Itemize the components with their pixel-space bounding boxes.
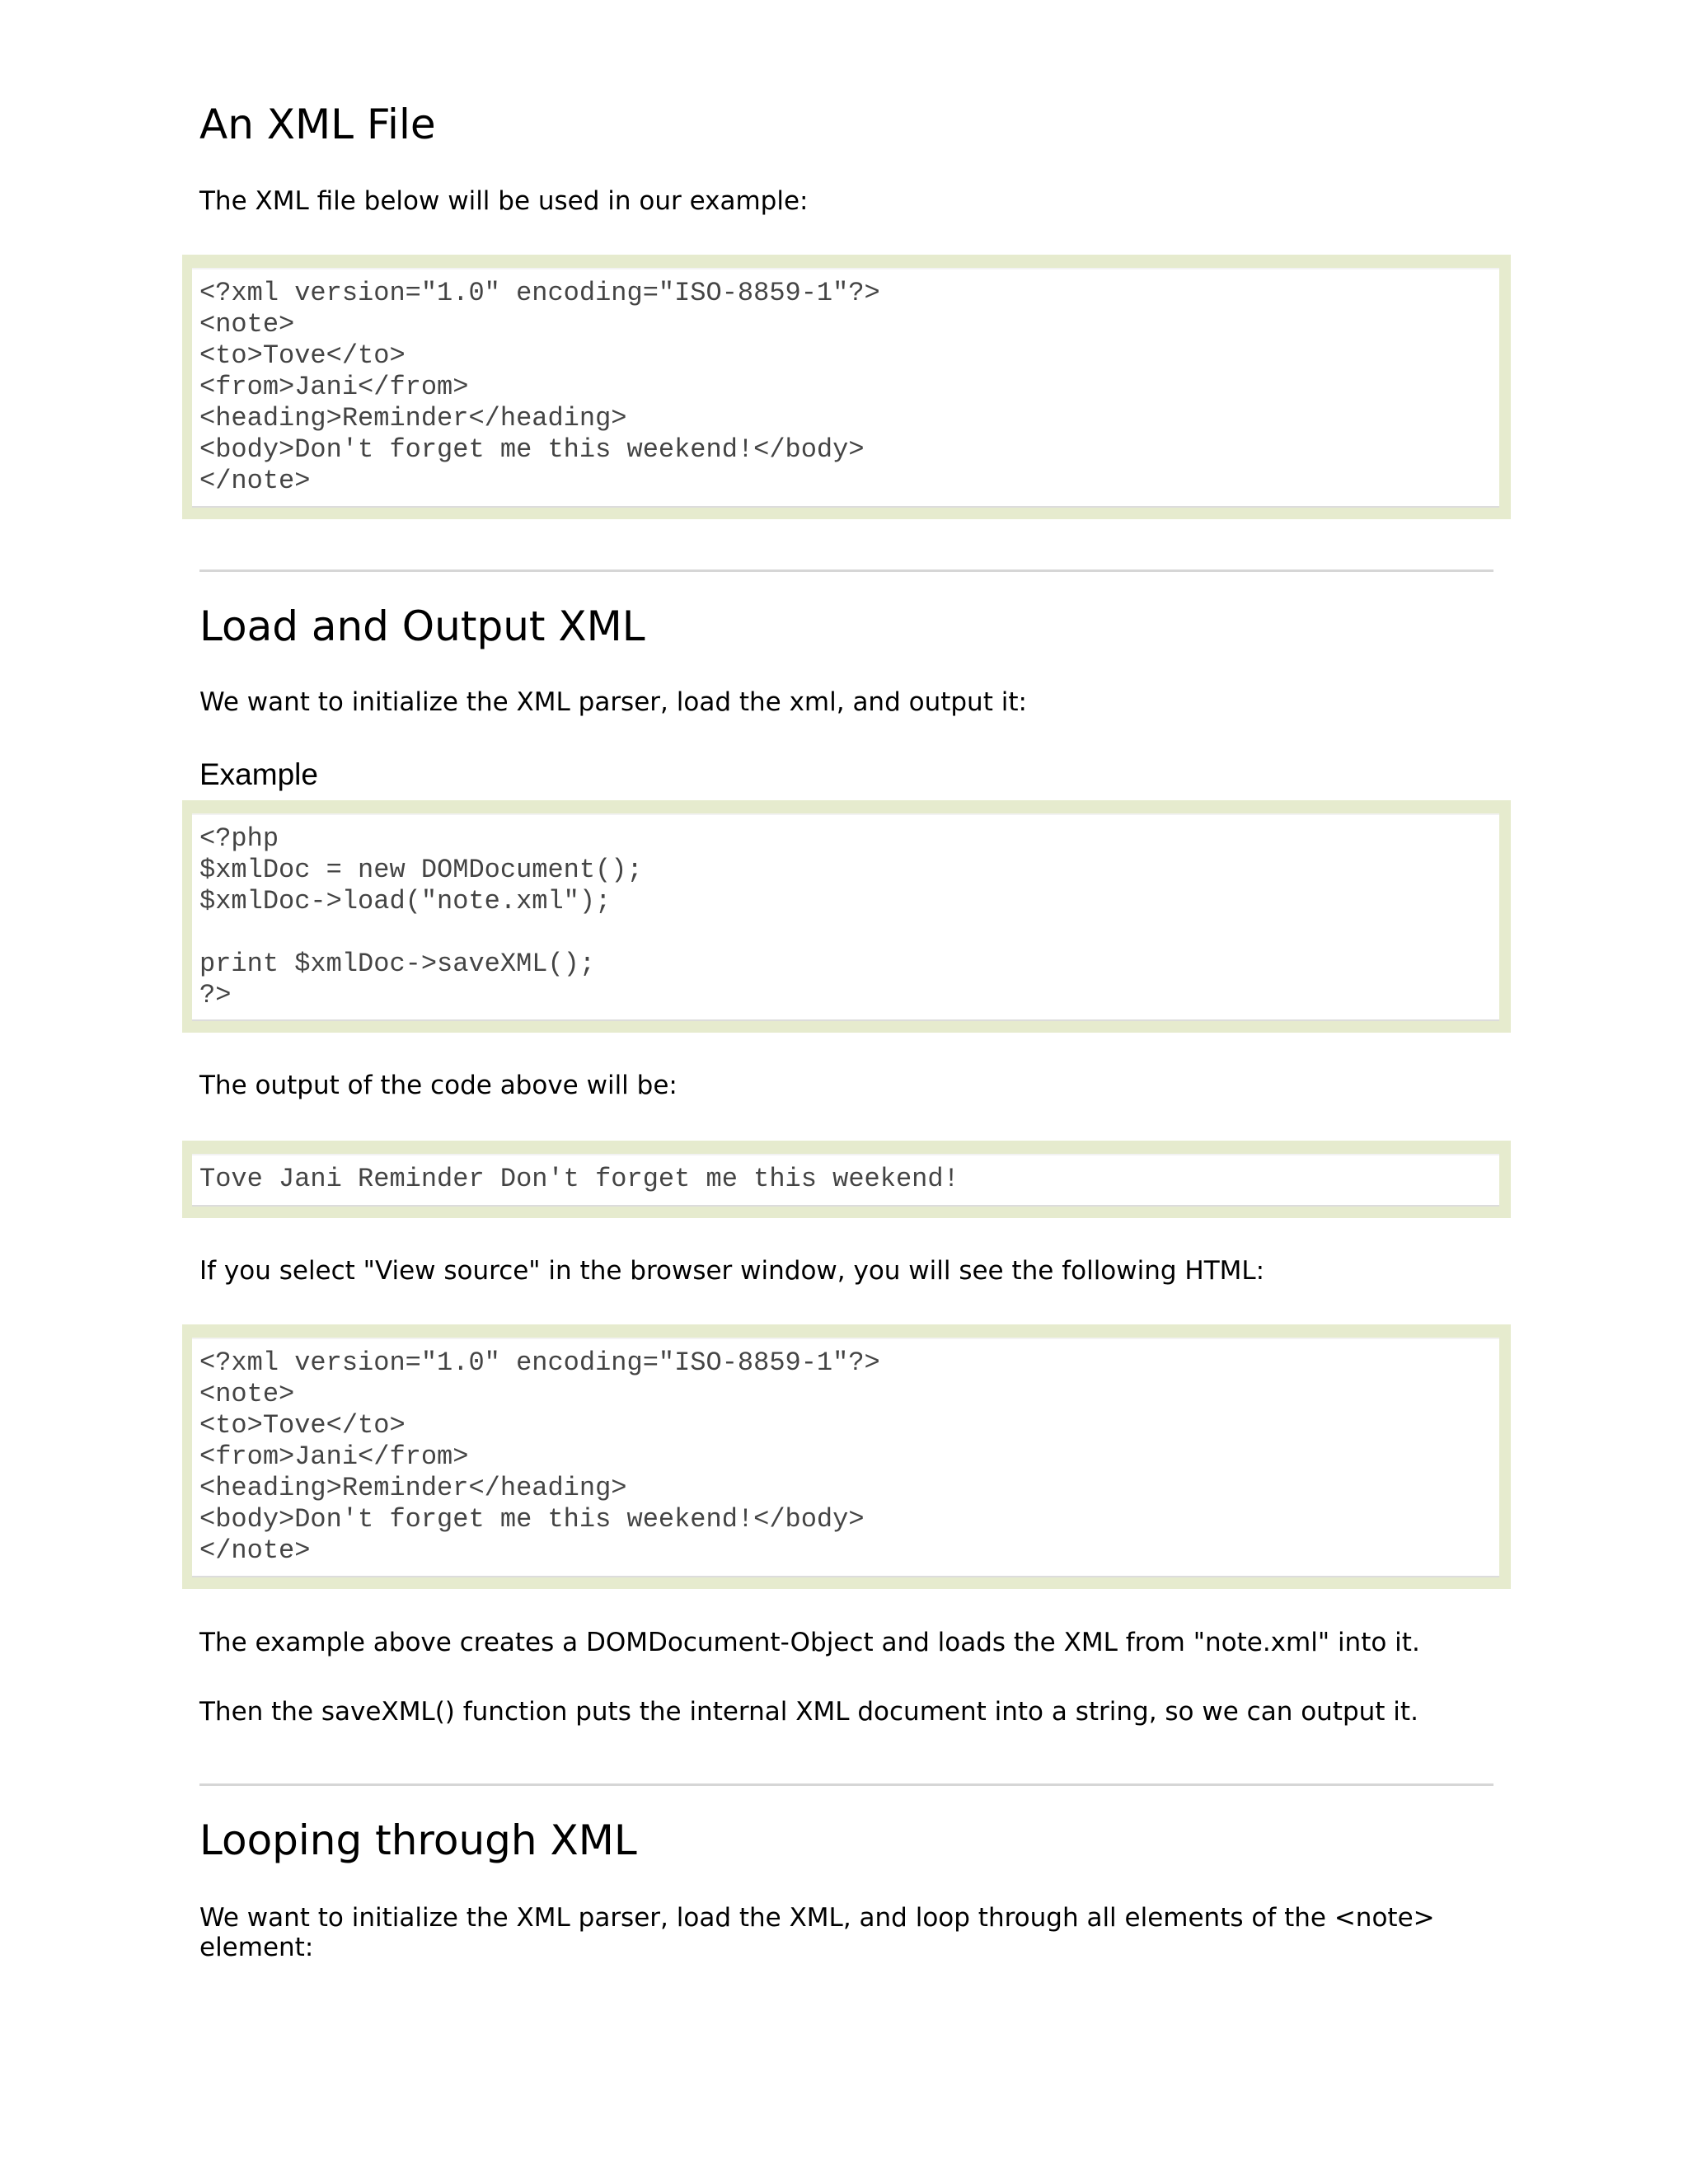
output-intro: The output of the code above will be: [199,1071,678,1100]
code-line: <to>Tove</to> [199,340,406,371]
code-line: </note> [199,1535,311,1566]
code-box-note-xml [182,255,1511,519]
code-line: Tove Jani Reminder Don't forget me this weekend! [199,1164,959,1194]
section-divider [199,1783,1493,1786]
code-line: <from>Jani</from> [199,1441,469,1472]
code-line: print $xmlDoc->saveXML(); [199,949,596,979]
section-intro-xml-file: The XML file below will be used in our example: [199,186,809,216]
code-line: <heading>Reminder</heading> [199,403,627,434]
code-line: <body>Don't forget me this weekend!</body> [199,1504,865,1535]
code-box-output [182,1141,1511,1218]
code-line: $xmlDoc = new DOMDocument(); [199,855,643,885]
code-line: ?> [199,980,232,1010]
code-box-view-source [182,1324,1511,1589]
section-heading-load-and-output-xml: Load and Output XML [199,602,645,650]
code-line: <note> [199,1379,295,1409]
code-line: </note> [199,466,311,496]
explanation-paragraph-2: Then the saveXML() function puts the internal XML document into a string, so we can output it. [199,1697,1418,1727]
code-line: <body>Don't forget me this weekend!</body> [199,434,865,465]
section-intro-load-output: We want to initialize the XML parser, load the xml, and output it: [199,687,1027,717]
code-line: <?php [199,823,279,854]
code-line: <from>Jani</from> [199,372,469,402]
code-box-inner [192,1154,1499,1207]
code-box-inner [192,813,1499,1021]
code-box-inner [192,268,1499,508]
code-line: <to>Tove</to> [199,1410,406,1441]
code-line: <?xml version="1.0" encoding="ISO-8859-1"?> [199,278,880,308]
code-line [199,917,1499,949]
section-heading-an-xml-file: An XML File [199,101,436,148]
section-intro-looping: We want to initialize the XML parser, load the XML, and loop through all elements of the <note> element: [199,1903,1435,1962]
code-line: $xmlDoc->load("note.xml"); [199,886,612,916]
explanation-paragraph-1: The example above creates a DOMDocument-Object and loads the XML from "note.xml" into it. [199,1628,1420,1657]
code-line: <heading>Reminder</heading> [199,1473,627,1503]
code-line: <note> [199,309,295,340]
section-heading-looping-through-xml: Looping through XML [199,1816,637,1864]
code-box-php-example [182,800,1511,1033]
code-box-inner [192,1338,1499,1577]
example-label: Example [199,757,318,791]
code-line: <?xml version="1.0" encoding="ISO-8859-1"?> [199,1347,880,1378]
view-source-intro: If you select "View source" in the browser window, you will see the following HTML: [199,1256,1265,1286]
section-divider [199,569,1493,572]
